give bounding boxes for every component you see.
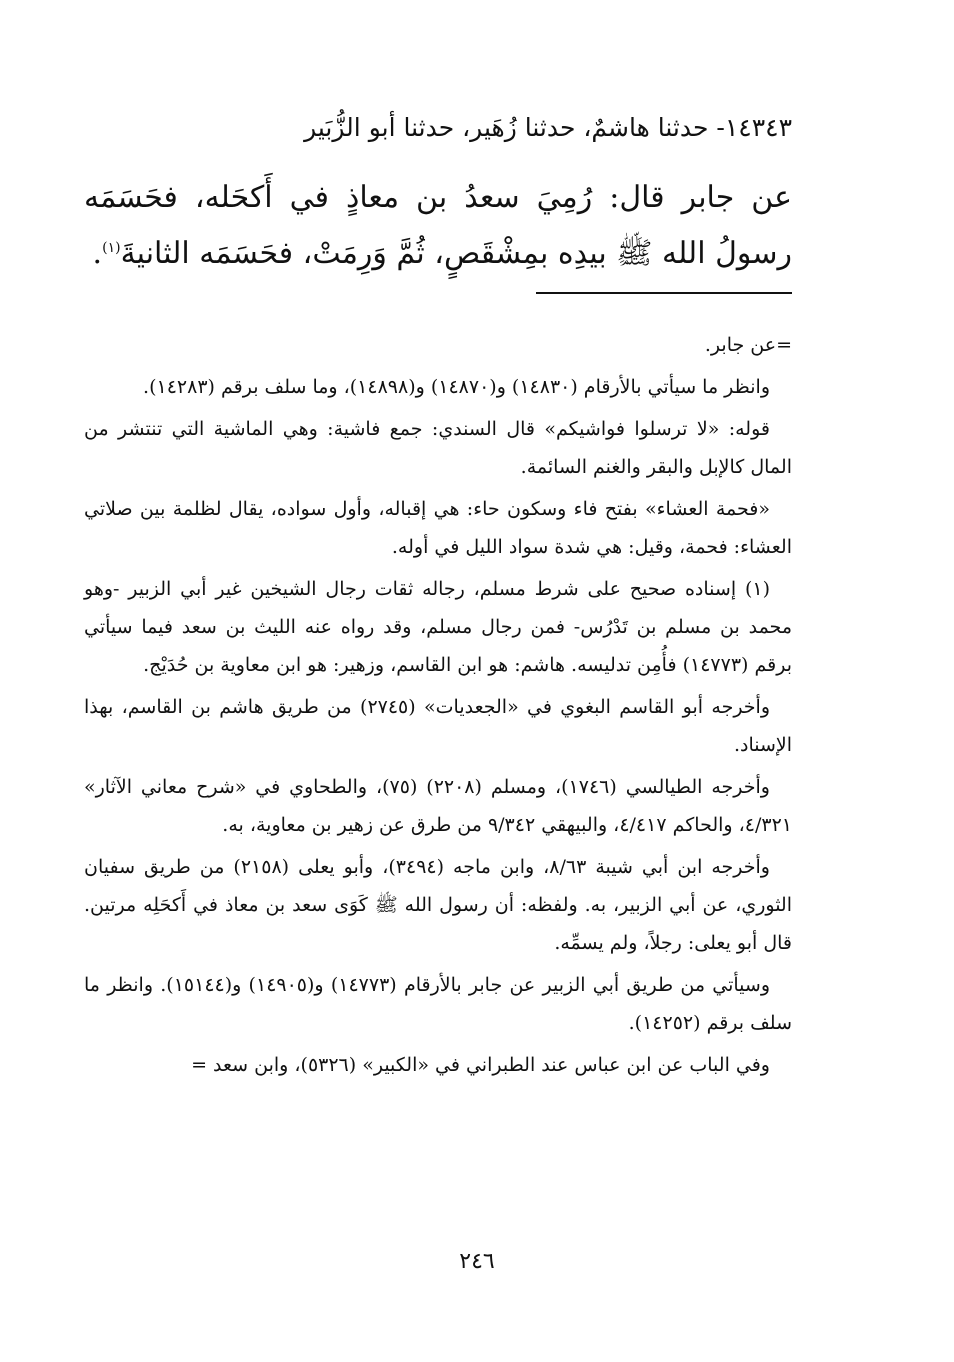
footnotes xyxy=(84,326,792,1088)
hadith-text xyxy=(84,170,792,282)
note-continuation: =عن جابر. xyxy=(704,334,792,356)
note-paragraph: وانظر ما سيأتي بالأرقام (١٤٨٣٠) و(١٤٨٧٠) و(١٤٨٩٨)، وما سلف برقم (١٤٢٨٣). xyxy=(143,376,770,398)
page-number: ٢٤٦ xyxy=(459,1249,495,1274)
note-paragraph: قوله: «لا ترسلوا فواشيكم» قال السندي: جمع فاشية: وهي الماشية التي تنتشر من المال كالإبل والبقر والغنم السائمة. xyxy=(84,418,792,478)
hadith-end-punct: . xyxy=(92,236,103,271)
hadith-heading: ١٤٣٤٣- حدثنا هاشمٌ، حدثنا زُهَير، حدثنا أبو الزُّبَير xyxy=(304,113,792,142)
note-paragraph: «فحمة العشاء» بفتح فاء وسكون حاء: هي إقباله، وأول سواده، يقال لظلمة بين صلاتي العشاء: فحمة، وقيل: هي شدة سواد الليل في أوله. xyxy=(84,498,792,558)
note-paragraph: وسيأتي من طريق أبي الزبير عن جابر بالأرقام (١٤٧٧٣) و(١٤٩٠٥) و(١٥١٤٤). وانظر ما سلف برقم (١٤٢٥٢). xyxy=(84,974,792,1034)
note-paragraph: وأخرجه أبو القاسم البغوي في «الجعديات» (٢٧٤٥) من طريق هاشم بن القاسم، بهذا الإسناد. xyxy=(84,696,792,756)
note-paragraph: وأخرجه الطيالسي (١٧٤٦)، ومسلم (٢٢٠٨) (٧٥)، والطحاوي في «شرح معاني الآثار» ٤/٣٢١، والحاكم ٤/٤١٧، والبيهقي ٩/٣٤٢ من طرق عن زهير بن معاوية، به. xyxy=(84,776,792,836)
footnote-marker[interactable]: (١) xyxy=(102,240,121,256)
hadith-body: عن جابر قال: رُمِيَ سعدُ بن معاذٍ في أَكحَله، فحَسَمَه رسولُ الله ﷺ بيدِه بمِشْقَصٍ، ثُمَّ وَرِمَتْ، فحَسَمَه الثانيةَ xyxy=(84,180,792,271)
note-paragraph: وأخرجه ابن أبي شيبة ٨/٦٣، وابن ماجه (٣٤٩٤)، وأبو يعلى (٢١٥٨) من طريق سفيان الثوري، عن أبي الزبير، به. ولفظه: أن رسول الله ﷺ كَوَى سعد بن معاذ في أَكحَلِه مرتين. قال أبو يعلى: رجلاً، ولم يسمِّه. xyxy=(84,856,792,954)
note-paragraph: وفي الباب عن ابن عباس عند الطبراني في «الكبير» (٥٣٢٦)، وابن سعد = xyxy=(191,1054,770,1076)
footnote-1: (١) إسناده صحيح على شرط مسلم، رجاله ثقات رجال الشيخين غير أبي الزبير -وهو محمد بن مسلم بن تَدْرُس- فمن رجال مسلم، وقد رواه عنه الليث بن سعد فيما سيأتي برقم (١٤٧٧٣) فأُمِن تدليسه. هاشم: هو ابن القاسم، وزهير: هو ابن معاوية بن حُدَيْج. xyxy=(84,578,792,676)
footnote-divider xyxy=(536,292,792,294)
